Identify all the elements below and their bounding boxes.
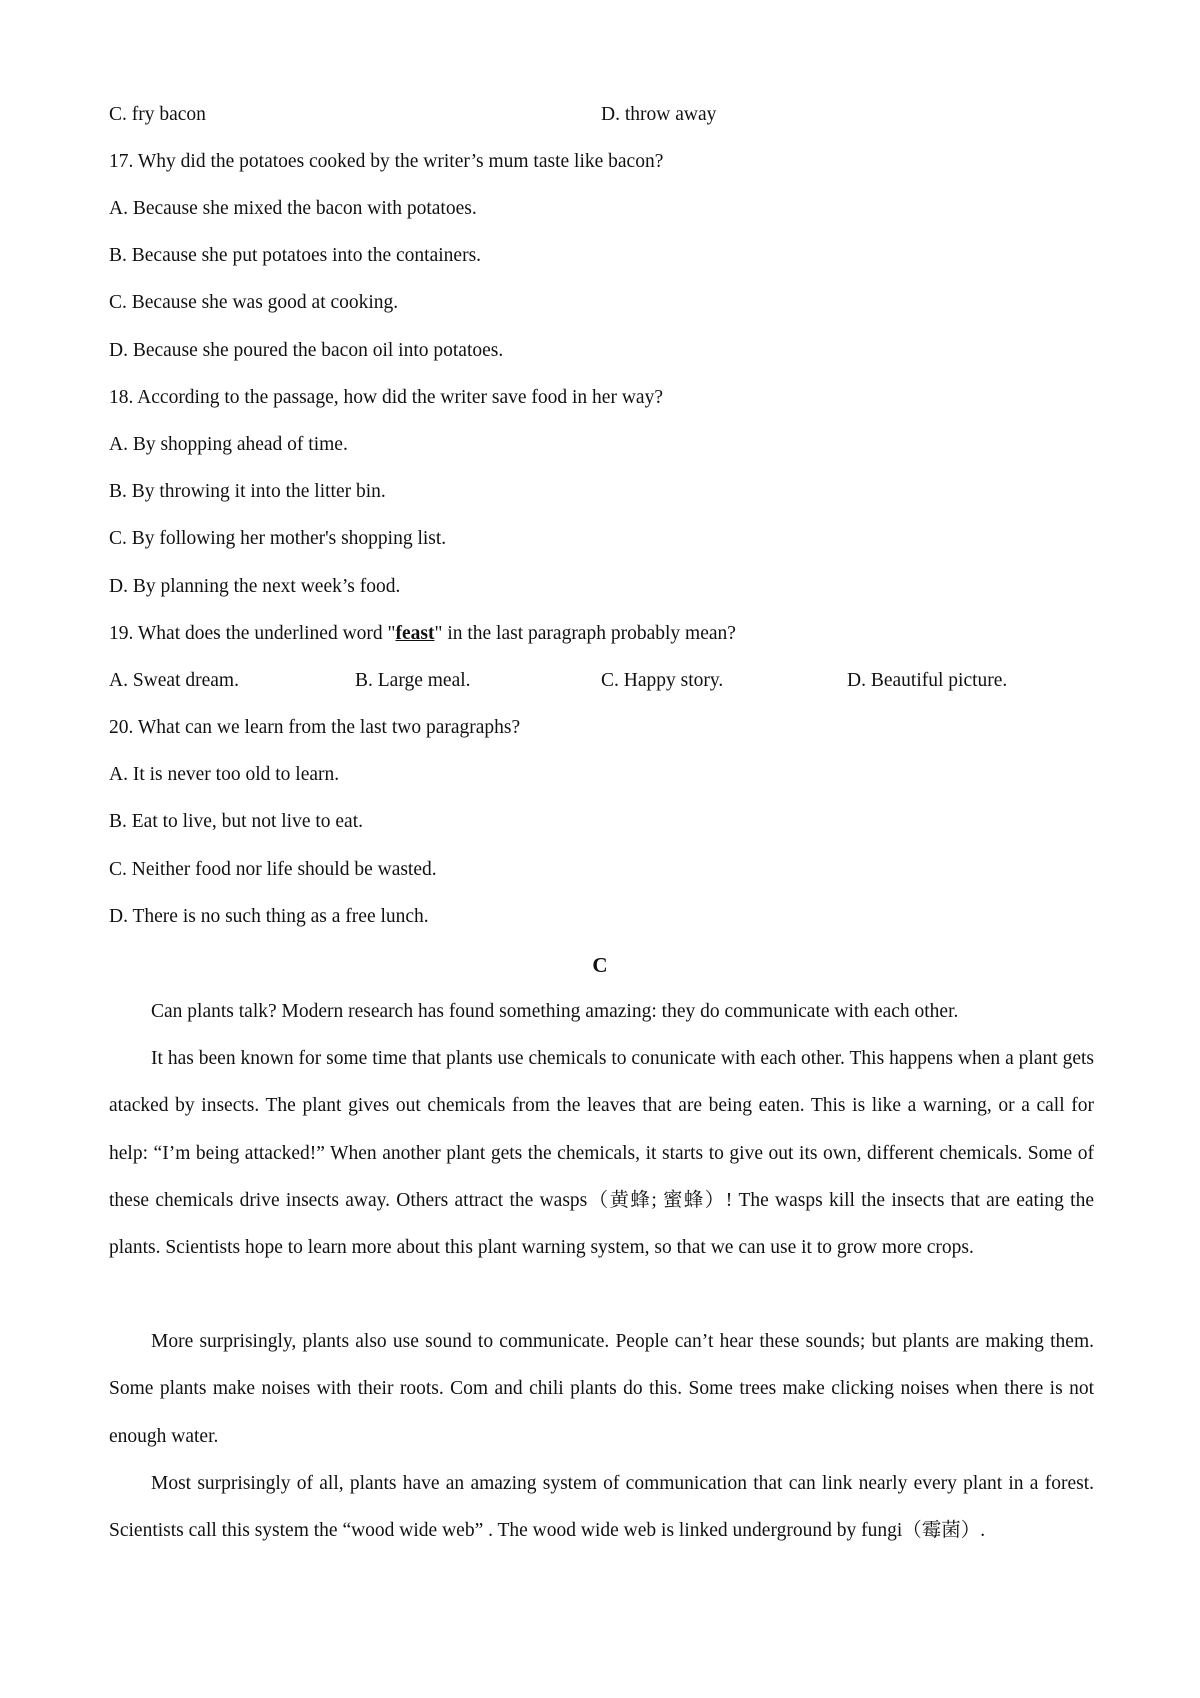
q16-option-c: C. fry bacon bbox=[109, 104, 206, 125]
q20-option-a: A. It is never too old to learn. bbox=[109, 764, 340, 785]
q19-question-before: 19. What does the underlined word " bbox=[109, 623, 396, 644]
q18-option-a: A. By shopping ahead of time. bbox=[109, 434, 348, 455]
q18-option-d: D. By planning the next week’s food. bbox=[109, 576, 401, 597]
section-c-paragraph-4: Most surprisingly of all, plants have an amazing system of communication that can link nearly every plant in a forest. Scientists call this system the “wood wide web” . The wood wide web is linked underground by fungi（霉菌）. bbox=[109, 1473, 1094, 1542]
q19-underlined-word: feast bbox=[395, 623, 435, 644]
q17-option-b: B. Because she put potatoes into the containers. bbox=[109, 245, 482, 266]
q19-option-d: D. Beautiful picture. bbox=[847, 670, 1008, 691]
q20-option-d: D. There is no such thing as a free lunch. bbox=[109, 906, 429, 927]
q19-question-after: " in the last paragraph probably mean? bbox=[434, 623, 736, 644]
q18-option-b: B. By throwing it into the litter bin. bbox=[109, 481, 386, 502]
q19-option-b: B. Large meal. bbox=[355, 670, 471, 691]
q19-question bbox=[109, 622, 736, 646]
q19-option-a: A. Sweat dream. bbox=[109, 670, 239, 691]
q17-option-a: A. Because she mixed the bacon with potatoes. bbox=[109, 198, 477, 219]
q18-option-c: C. By following her mother's shopping list. bbox=[109, 528, 447, 549]
q19-option-c: C. Happy story. bbox=[601, 670, 724, 691]
q20-question: 20. What can we learn from the last two paragraphs? bbox=[109, 717, 521, 738]
q20-option-b: B. Eat to live, but not live to eat. bbox=[109, 811, 363, 832]
section-c-paragraph-1: Can plants talk? Modern research has found something amazing: they do communicate with each other. bbox=[151, 1001, 959, 1022]
section-c-paragraph-3: More surprisingly, plants also use sound to communicate. People can’t hear these sounds; but plants are making them. Some plants make noises with their roots. Com and chili plants do this. Some trees make clicking noises when there is not enough water. bbox=[109, 1331, 1094, 1447]
q17-question: 17. Why did the potatoes cooked by the writer’s mum taste like bacon? bbox=[109, 151, 664, 172]
q18-question: 18. According to the passage, how did the writer save food in her way? bbox=[109, 387, 663, 408]
q17-option-c: C. Because she was good at cooking. bbox=[109, 292, 399, 313]
q16-option-d: D. throw away bbox=[601, 104, 717, 125]
q20-option-c: C. Neither food nor life should be wasted. bbox=[109, 859, 437, 880]
section-c-title: C bbox=[592, 953, 608, 977]
section-c-paragraph-2: It has been known for some time that plants use chemicals to conunicate with each other. This happens when a plant gets atacked by insects. The plant gives out chemicals from the leaves that are being eaten. This is like a warning, or a call for help: “I’m being attacked!” When another plant gets the chemicals, it starts to give out its own, different chemicals. Some of these chemicals drive insects away. Others attract the wasps（黄蜂; 蜜蜂）! The wasps kill the insects that are eating the plants. Scientists hope to learn more about this plant warning system, so that we can use it to grow more crops. bbox=[109, 1048, 1094, 1259]
q17-option-d: D. Because she poured the bacon oil into potatoes. bbox=[109, 340, 504, 361]
